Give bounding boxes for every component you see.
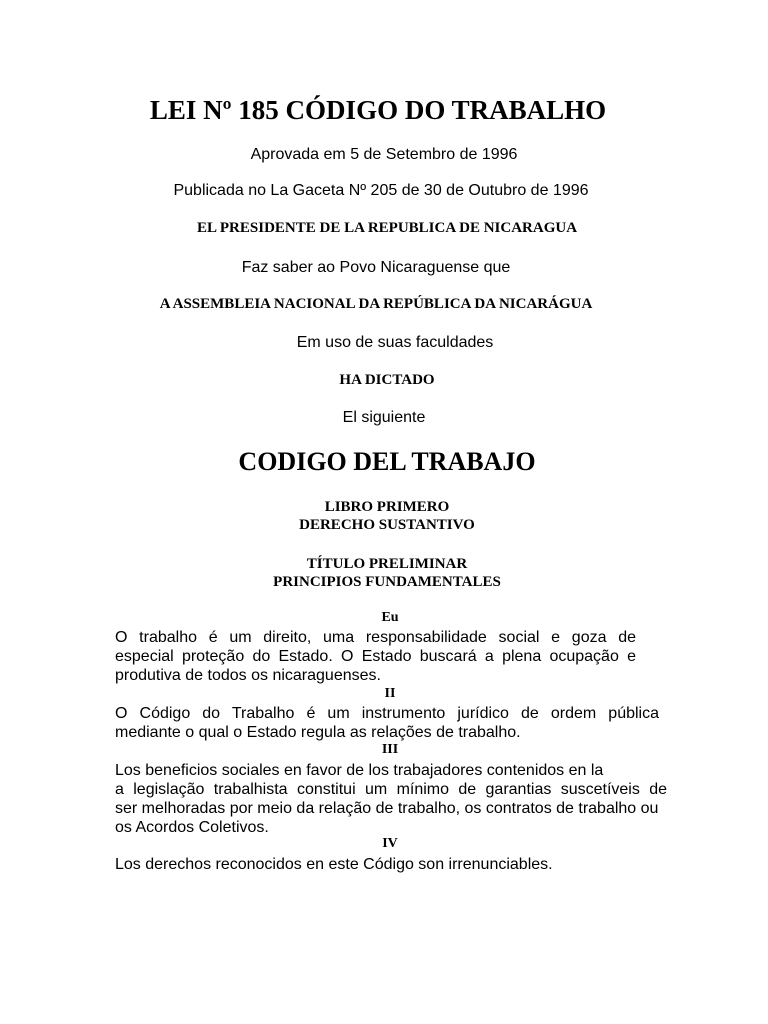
article-2-line-2: mediante o qual o Estado regula as relações de trabalho. [115, 724, 521, 741]
title-heading [0, 555, 768, 591]
article-body-4 [115, 855, 636, 874]
code-title: CODIGO DEL TRABAJO [238, 447, 536, 476]
president-line: EL PRESIDENTE DE LA REPUBLICA DE NICARAGUA [196, 220, 578, 236]
document-title: LEI Nº 185 CÓDIGO DO TRABALHO [149, 95, 607, 125]
assembly-line: A ASSEMBLEIA NACIONAL DA REPÚBLICA DA NICARÁGUA [159, 296, 593, 312]
article-2-line-1: O Código do Trabalho é um instrumento jurídico de ordem pública [115, 705, 659, 722]
book-heading-line-2: DERECHO SUSTANTIVO [299, 517, 475, 533]
article-4-line-1: Los derechos reconocidos en este Código son irrenunciables. [115, 856, 553, 873]
article-body-2 [115, 704, 659, 742]
faz-saber-line: Faz saber ao Povo Nicaraguense que [241, 259, 511, 276]
article-1-line-3: produtiva de todos os nicaraguenses. [115, 667, 381, 684]
publication-info: Publicada no La Gaceta Nº 205 de 30 de Outubro de 1996 [173, 182, 589, 199]
article-body-1 [115, 628, 636, 685]
article-3-line-4: os Acordos Coletivos. [115, 819, 269, 836]
article-1-line-2: especial proteção do Estado. O Estado buscará a plena ocupação e [115, 648, 636, 665]
article-3-line-2: a legislação trabalhista constitui um mínimo de garantias suscetíveis de [115, 781, 667, 798]
approval-date: Aprovada em 5 de Setembro de 1996 [250, 146, 518, 163]
siguiente-line: El siguiente [342, 409, 426, 426]
article-heading-4: IV [382, 836, 398, 851]
article-1-line-1: O trabalho é um direito, uma responsabilidade social e goza de [115, 629, 636, 646]
ha-dictado-line: HA DICTADO [339, 372, 435, 388]
book-heading-line-1: LIBRO PRIMERO [324, 499, 450, 515]
title-heading-line-2: PRINCIPIOS FUNDAMENTALES [273, 574, 501, 590]
article-heading-3: III [381, 742, 399, 757]
book-heading [0, 498, 768, 534]
article-heading-1: Eu [381, 610, 399, 625]
faculdades-line: Em uso de suas faculdades [296, 334, 494, 351]
article-3-line-1: Los beneficios sociales en favor de los trabajadores contenidos en la [115, 762, 604, 779]
article-3-line-3: ser melhoradas por meio da relação de trabalho, os contratos de trabalho ou [115, 800, 659, 817]
article-heading-2: II [384, 686, 396, 701]
title-heading-line-1: TÍTULO PRELIMINAR [306, 556, 468, 572]
article-body-3 [115, 761, 685, 837]
